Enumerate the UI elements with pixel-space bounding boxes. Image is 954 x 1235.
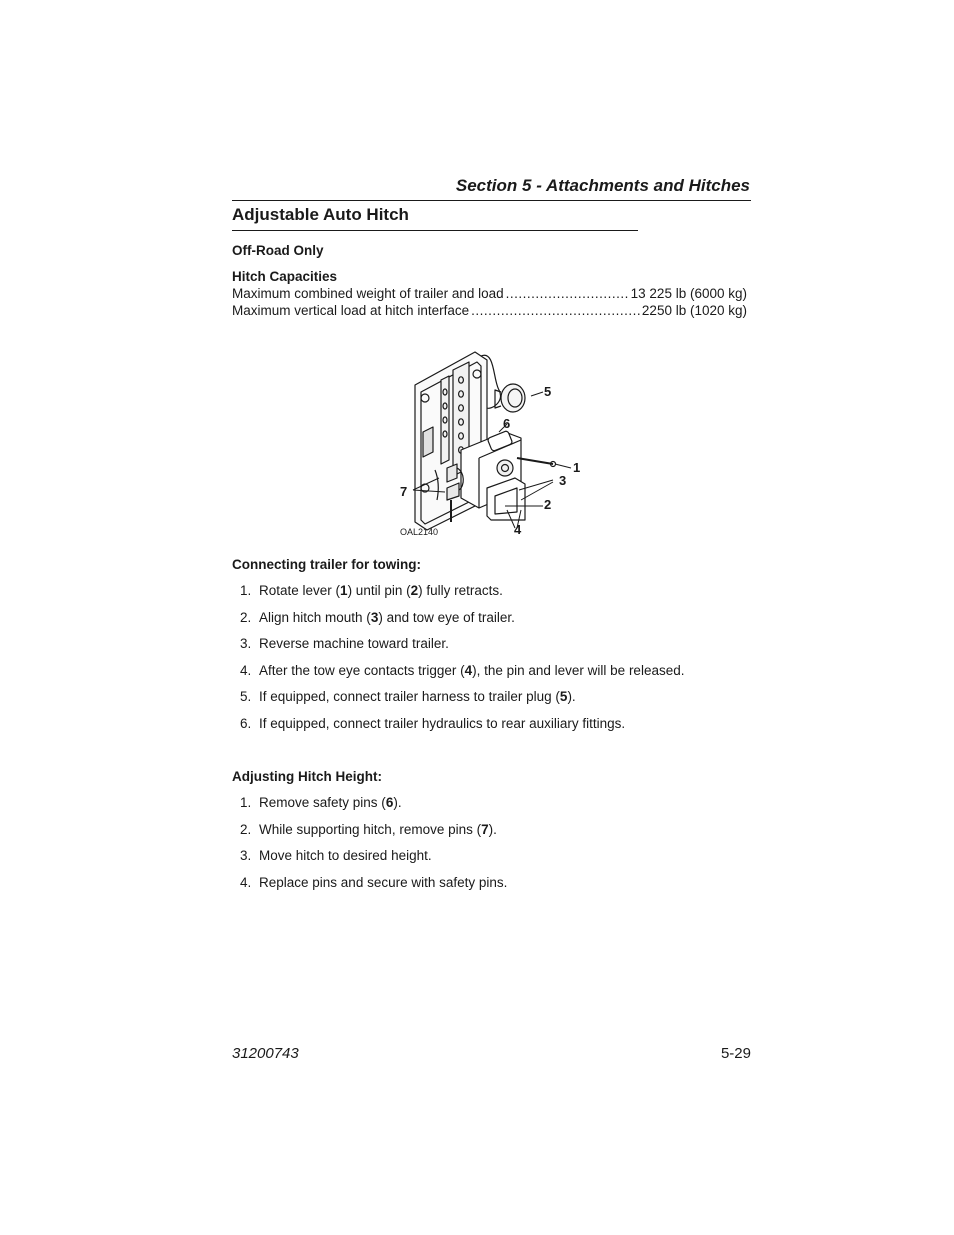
hitch-illustration bbox=[395, 340, 595, 550]
callout-2: 2 bbox=[544, 497, 552, 512]
off-road-label: Off-Road Only bbox=[232, 243, 324, 258]
capacity-value: 13 225 lb (6000 kg) bbox=[630, 286, 747, 301]
capacity-row bbox=[232, 286, 747, 301]
capacity-row bbox=[232, 303, 747, 318]
adjusting-steps bbox=[240, 795, 760, 901]
list-item: 1. Rotate lever (1) until pin (2) fully retracts. bbox=[240, 583, 503, 598]
title-rule bbox=[232, 230, 638, 231]
capacity-value: 2250 lb (1020 kg) bbox=[641, 303, 747, 318]
list-item: 4. Replace pins and secure with safety pins. bbox=[240, 874, 508, 890]
dot-leader bbox=[506, 286, 629, 301]
list-item: 4. After the tow eye contacts trigger (4), the pin and lever will be released. bbox=[240, 662, 685, 678]
callout-6: 6 bbox=[503, 416, 511, 431]
page-number: 5-29 bbox=[720, 1045, 751, 1062]
dot-leader bbox=[471, 303, 640, 318]
list-item: 3. Move hitch to desired height. bbox=[240, 848, 432, 864]
capacities-heading: Hitch Capacities bbox=[232, 269, 338, 284]
list-item: 2. Align hitch mouth (3) and tow eye of trailer. bbox=[240, 609, 515, 625]
figure-code: OAL2140 bbox=[400, 527, 439, 537]
capacity-label: Maximum combined weight of trailer and load bbox=[232, 286, 504, 301]
callout-4: 4 bbox=[514, 522, 522, 537]
connecting-steps bbox=[240, 583, 760, 743]
callout-5: 5 bbox=[544, 384, 552, 399]
callout-3: 3 bbox=[559, 473, 567, 488]
list-item: 5. If equipped, connect trailer harness to trailer plug (5). bbox=[240, 689, 576, 705]
hitch-figure bbox=[395, 340, 595, 550]
list-item: 1. Remove safety pins (6). bbox=[240, 795, 402, 810]
connecting-heading: Connecting trailer for towing: bbox=[232, 557, 421, 572]
list-item: 3. Reverse machine toward trailer. bbox=[240, 636, 449, 652]
callout-1: 1 bbox=[573, 460, 581, 475]
page-title: Adjustable Auto Hitch bbox=[232, 205, 409, 224]
callout-7: 7 bbox=[400, 484, 408, 499]
section-header: Section 5 - Attachments and Hitches bbox=[455, 176, 750, 195]
doc-number: 31200743 bbox=[232, 1045, 299, 1062]
list-item: 6. If equipped, connect trailer hydraulics to rear auxiliary fittings. bbox=[240, 715, 626, 731]
adjusting-heading: Adjusting Hitch Height: bbox=[232, 769, 382, 784]
section-rule bbox=[232, 200, 751, 201]
capacity-label: Maximum vertical load at hitch interface bbox=[232, 303, 470, 318]
list-item: 2. While supporting hitch, remove pins (7). bbox=[240, 821, 497, 837]
